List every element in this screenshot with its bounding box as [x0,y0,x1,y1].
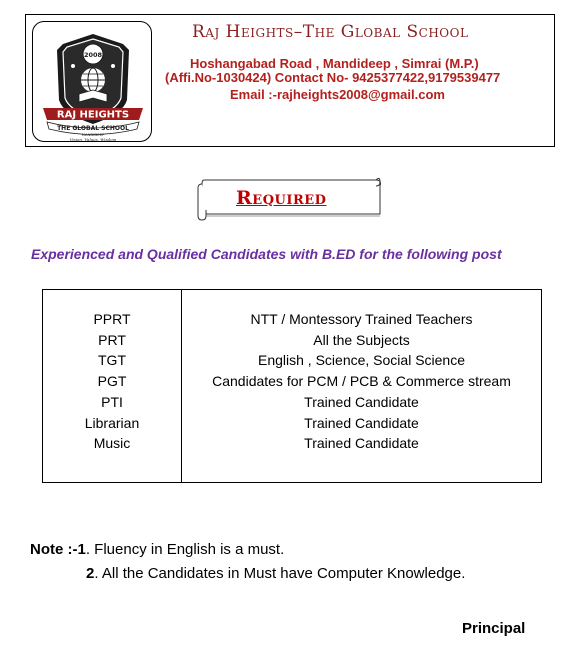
post-name: Music [93,435,131,452]
note-label: Note :-1 [30,541,86,558]
post-name: TGT [98,352,126,369]
school-crest-icon [33,22,153,143]
school-logo [32,21,152,142]
requirement-column [182,309,541,454]
post-requirement: NTT / Montessory Trained Teachers [250,311,473,327]
post-requirement: Candidates for PCM / PCB & Commerce stream [212,373,511,390]
post-name: PPRT [93,311,131,327]
note-number-2: 2 [86,565,95,582]
school-address: Hoshangabad Road , Mandideep , Simrai (M.P.) [190,56,479,71]
svg-text:MANDIDEEP: MANDIDEEP [81,132,105,137]
post-requirement: Trained Candidate [304,414,419,431]
post-requirement: English , Science, Social Science [258,352,465,369]
required-heading: Required [236,187,327,209]
svg-text:RAJ HEIGHTS: RAJ HEIGHTS [56,109,130,121]
post-name: PTI [101,393,123,410]
post-column [43,309,181,454]
post-requirement: All the Subjects [313,331,410,348]
note-item-1 [30,541,284,558]
post-name: Librarian [84,414,140,431]
principal-signature: Principal [462,620,526,637]
svg-text:THE GLOBAL SCHOOL: THE GLOBAL SCHOOL [57,125,129,132]
post-requirement: Trained Candidate [304,435,419,452]
posts-table [42,289,542,483]
svg-text:Vision, Values, Wisdom: Vision, Values, Wisdom [69,137,117,142]
school-name: Raj Heights–The Global School [192,22,469,42]
note-text-2: . All the Candidates in Must have Computer Knowledge. [94,565,466,582]
post-requirement: Trained Candidate [304,393,419,410]
post-name: PRT [98,331,126,348]
post-name: PGT [97,373,127,390]
school-email: Email :-rajheights2008@gmail.com [230,87,445,102]
affiliation-contact: (Affi.No-1030424) Contact No- 9425377422,9179539477 [165,70,501,85]
recruitment-tagline: Experienced and Qualified Candidates with B.ED for the following post [31,246,502,262]
note-text-1: . Fluency in English is a must. [85,541,285,558]
note-item-2 [86,565,465,582]
svg-text:2008: 2008 [83,51,103,59]
